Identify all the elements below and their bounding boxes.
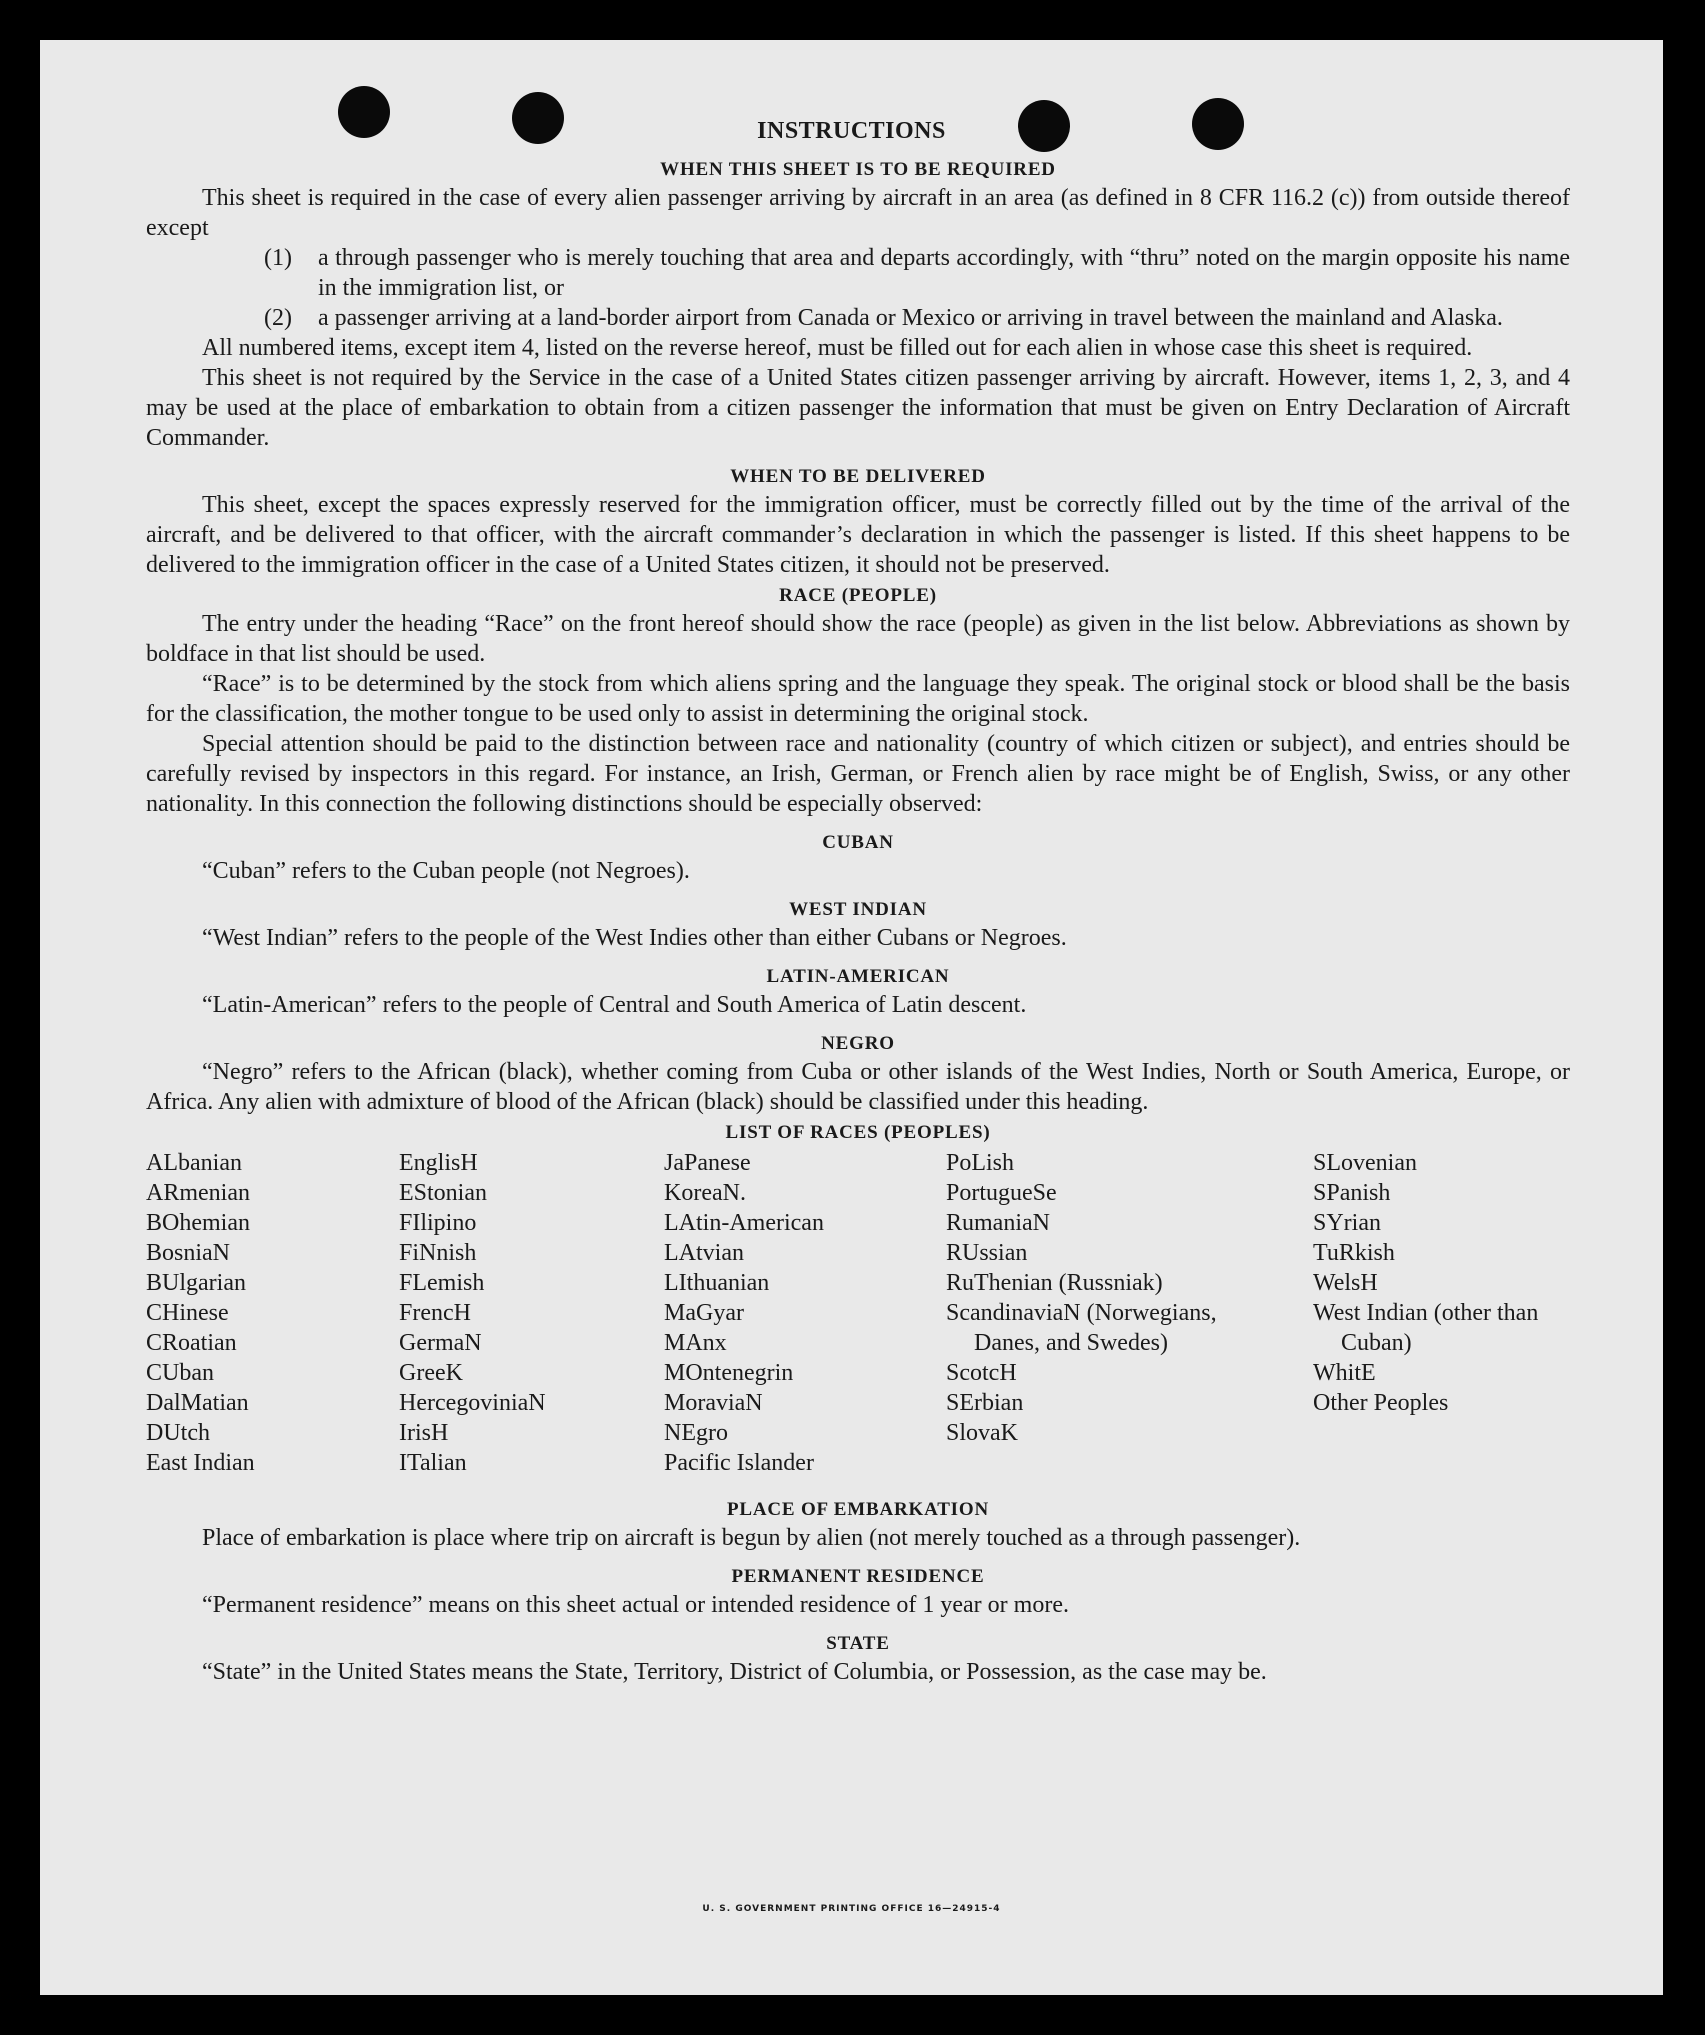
race-entry: DUtch [146, 1420, 210, 1446]
race-entry: CUban [146, 1360, 214, 1386]
race-entry: WelsH [1313, 1270, 1378, 1296]
page-title: INSTRUCTIONS [757, 118, 946, 144]
when-required-intro: This sheet is required in the case of every alien passenger arriving by aircraft in an area (as defined in 8 CFR 116.2 (c)) from outside thereof except [146, 185, 1570, 241]
race-entry: MOntenegrin [664, 1360, 794, 1386]
heading-latin-american: LATIN-AMERICAN [766, 966, 950, 987]
race-column-2 [399, 1148, 546, 1478]
item-text: a through passenger who is merely touching that area and departs accordingly, with “thru” noted on the margin opposite his name in the immigration list, or [318, 245, 1570, 301]
heading-list-of-races: LIST OF RACES (PEOPLES) [725, 1122, 991, 1143]
race-entry: CRoatian [146, 1330, 237, 1356]
state-paragraph: “State” in the United States means the State, Territory, District of Columbia, or Possession, as the case may be. [202, 1659, 1267, 1685]
race-entry: PortugueSe [946, 1180, 1057, 1206]
race-entry: WhitE [1313, 1360, 1376, 1386]
item-text: a passenger arriving at a land-border airport from Canada or Mexico or arriving in travel between the mainland and Alaska. [318, 305, 1503, 331]
negro-paragraph: “Negro” refers to the African (black), whether coming from Cuba or other islands of the West Indies, North or South America, Europe, or Africa. Any alien with admixture of blood of the African (black) should be classified under this heading. [146, 1059, 1570, 1115]
race-entry: NEgro [664, 1420, 728, 1446]
race-entry: FrencH [399, 1300, 471, 1326]
printing-office-footer: U. S. GOVERNMENT PRINTING OFFICE 16—24915-4 [702, 1904, 1001, 1914]
item-number: (2) [264, 305, 292, 331]
race-entry: MaGyar [664, 1300, 744, 1326]
exception-item-1 [146, 243, 1570, 303]
race-paragraph-1: The entry under the heading “Race” on the front hereof should show the race (people) as given in the list below. Abbreviations as shown by boldface in that list should be used. [146, 611, 1570, 667]
race-paragraph-2: “Race” is to be determined by the stock from which aliens spring and the language they speak. The original stock or blood shall be the basis for the classification, the mother tongue to be used only to assist in determining the original stock. [146, 671, 1570, 727]
race-entry: MAnx [664, 1330, 727, 1356]
instructions-body [146, 154, 1570, 1687]
race-entry: MoraviaN [664, 1390, 763, 1416]
heading-negro: NEGRO [821, 1033, 895, 1054]
heading-when-delivered: WHEN TO BE DELIVERED [730, 466, 986, 487]
race-entry: BUlgarian [146, 1270, 246, 1296]
race-entry: West Indian (other than Cuban) [1313, 1300, 1539, 1356]
race-entry: LIthuanian [664, 1270, 770, 1296]
heading-state: STATE [826, 1633, 890, 1654]
race-column-5 [1313, 1148, 1571, 1418]
race-entry: GreeK [399, 1360, 463, 1386]
race-entry: DalMatian [146, 1390, 249, 1416]
heading-when-required: WHEN THIS SHEET IS TO BE REQUIRED [660, 159, 1056, 180]
race-entry: SErbian [946, 1390, 1024, 1416]
heading-race: RACE (PEOPLE) [779, 585, 937, 606]
permanent-residence-paragraph: “Permanent residence” means on this sheet actual or intended residence of 1 year or more. [202, 1592, 1069, 1618]
race-entry: ITalian [399, 1450, 467, 1476]
citizen-paragraph: This sheet is not required by the Service in the case of a United States citizen passenger arriving by aircraft. However, items 1, 2, 3, and 4 may be used at the place of embarkation to obtain from a citizen passenger the information that must be given on Entry Declaration of Aircraft Commander. [146, 365, 1570, 451]
race-entry: ScandinaviaN (Norwegians, Danes, and Swedes) [946, 1300, 1217, 1356]
heading-place-of-embarkation: PLACE OF EMBARKATION [727, 1499, 989, 1520]
race-entry: TuRkish [1313, 1240, 1395, 1266]
list-of-races [146, 1148, 1570, 1494]
race-entry: Pacific Islander [664, 1450, 814, 1476]
race-entry: EStonian [399, 1180, 487, 1206]
race-entry: SLovenian [1313, 1150, 1417, 1176]
form-sheet [40, 40, 1663, 1995]
race-entry: FiNnish [399, 1240, 477, 1266]
race-entry: PoLish [946, 1150, 1015, 1176]
race-entry: ALbanian [146, 1150, 242, 1176]
race-entry: BOhemian [146, 1210, 250, 1236]
race-entry: CHinese [146, 1300, 229, 1326]
heading-west-indian: WEST INDIAN [789, 899, 927, 920]
race-entry: ARmenian [146, 1180, 250, 1206]
race-entry: RuThenian (Russniak) [946, 1270, 1163, 1296]
west-indian-paragraph: “West Indian” refers to the people of the West Indies other than either Cubans or Negroes. [202, 925, 1067, 951]
race-entry: RUssian [946, 1240, 1028, 1266]
race-entry: KoreaN. [664, 1180, 746, 1206]
race-entry: East Indian [146, 1450, 255, 1476]
numbered-items-paragraph: All numbered items, except item 4, listed on the reverse hereof, must be filled out for each alien in whose case this sheet is required. [202, 335, 1473, 361]
race-entry: SlovaK [946, 1420, 1018, 1446]
race-entry: EnglisH [399, 1150, 478, 1176]
race-entry: JaPanese [664, 1150, 751, 1176]
when-delivered-paragraph: This sheet, except the spaces expressly reserved for the immigration officer, must be correctly filled out by the time of the arrival of the aircraft, and be delivered to that officer, with the aircraft commander’s declaration in which the passenger is listed. If this sheet happens to be delivered to the immigration officer in the case of a United States citizen, it should not be preserved. [146, 492, 1570, 578]
race-column-4 [946, 1148, 1238, 1448]
race-column-1 [146, 1148, 255, 1478]
race-entry: GermaN [399, 1330, 482, 1356]
race-entry: SPanish [1313, 1180, 1391, 1206]
item-number: (1) [264, 245, 292, 271]
place-of-embarkation-paragraph: Place of embarkation is place where trip on aircraft is begun by alien (not merely touched as a through passenger). [202, 1525, 1301, 1551]
race-entry: LAtvian [664, 1240, 744, 1266]
race-entry: SYrian [1313, 1210, 1381, 1236]
heading-cuban: CUBAN [822, 832, 894, 853]
race-entry: FLemish [399, 1270, 485, 1296]
latin-american-paragraph: “Latin-American” refers to the people of Central and South America of Latin descent. [202, 992, 1027, 1018]
race-entry: Other Peoples [1313, 1390, 1449, 1416]
race-entry: LAtin-American [664, 1210, 824, 1236]
race-paragraph-3: Special attention should be paid to the distinction between race and nationality (country of which citizen or subject), and entries should be carefully revised by inspectors in this regard. For instance, an Irish, German, or French alien by race might be of English, Swiss, or any other nationality. In this connection the following distinctions should be especially observed: [146, 731, 1570, 817]
race-entry: IrisH [399, 1420, 449, 1446]
race-entry: RumaniaN [946, 1210, 1050, 1236]
race-entry: ScotcH [946, 1360, 1017, 1386]
heading-permanent-residence: PERMANENT RESIDENCE [731, 1566, 985, 1587]
race-entry: BosniaN [146, 1240, 230, 1266]
exception-item-2 [146, 303, 1570, 333]
race-entry: HercegoviniaN [399, 1390, 546, 1416]
race-column-3 [664, 1148, 824, 1478]
cuban-paragraph: “Cuban” refers to the Cuban people (not Negroes). [202, 858, 690, 884]
race-entry: FIlipino [399, 1210, 477, 1236]
